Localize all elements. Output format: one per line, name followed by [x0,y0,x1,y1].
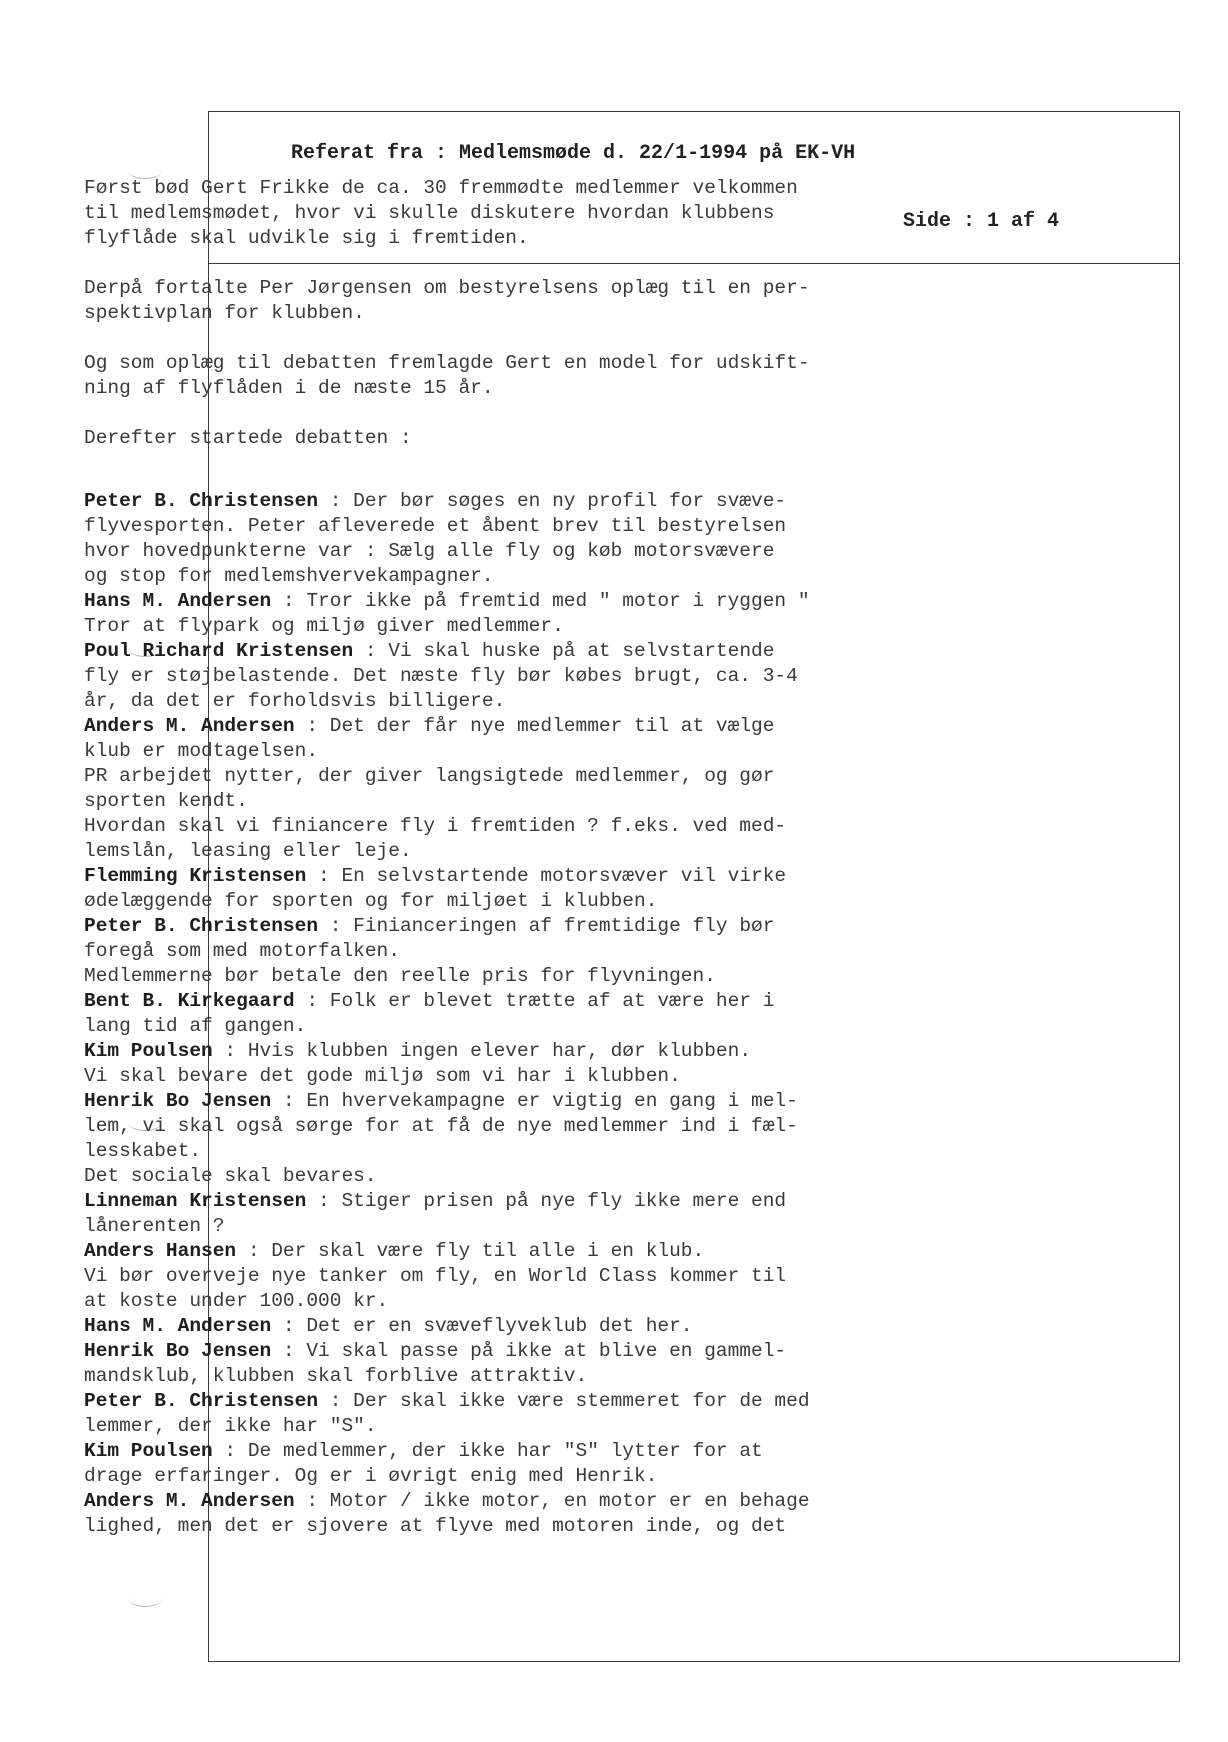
debate-entry [84,864,1004,914]
text-line: spektivplan for klubben. [84,302,365,324]
speaker-name: Kim Poulsen [84,1040,213,1062]
entry-first-line [84,1314,1004,1339]
entry-first-line [84,1489,1004,1514]
debate-entry [84,639,1004,714]
text-line: Derefter startede debatten : [84,427,412,449]
debate-entry [84,1189,1004,1239]
text-line: Vi skal bevare det gode miljø som vi har i klubben. [84,1065,681,1087]
speaker-name: Flemming Kristensen [84,865,307,887]
intro-section [84,176,1004,451]
text-line: hvor hovedpunkterne var : Sælg alle fly og køb motorsvævere [84,540,775,562]
text-line: mandsklub, klubben skal forblive attraktiv. [84,1365,588,1387]
entry-first-line [84,1239,1004,1264]
speaker-name: Bent B. Kirkegaard [84,990,295,1012]
debate-entry [84,1339,1004,1389]
speaker-name: Anders Hansen [84,1240,237,1262]
entry-first-line [84,1189,1004,1214]
entry-first-line [84,589,1004,614]
speaker-name: Henrik Bo Jensen [84,1090,272,1112]
entry-first-line [84,714,1004,739]
debate-entry [84,1039,1004,1089]
intro-paragraph [84,351,1004,401]
intro-paragraph [84,176,1004,251]
text-line: og stop for medlemshvervekampagner. [84,565,494,587]
debate-entry [84,1239,1004,1314]
entry-text: : Der skal være fly til alle i en klub. [236,1240,705,1262]
text-line: flyvesporten. Peter afleverede et åbent brev til bestyrelsen [84,515,787,537]
debate-entry [84,1439,1004,1489]
text-line: klub er modtagelsen. [84,740,319,762]
text-line: lesskabet. [84,1140,202,1162]
text-line: foregå som med motorfalken. [84,940,400,962]
entry-first-line [84,1339,1004,1364]
text-line: flyflåde skal udvikle sig i fremtiden. [84,227,529,249]
text-line: lang tid af gangen. [84,1015,307,1037]
debate-entry [84,589,1004,639]
entry-first-line [84,489,1004,514]
speaker-name: Peter B. Christensen [84,1390,319,1412]
speaker-name: Hans M. Andersen [84,590,272,612]
entry-first-line [84,914,1004,939]
text-line: at koste under 100.000 kr. [84,1290,389,1312]
entry-text: : Hvis klubben ingen elever har, dør klubben. [212,1040,752,1062]
text-line: lemmer, der ikke har "S". [84,1415,377,1437]
entry-first-line [84,1389,1004,1414]
document-title: Referat fra : Medlemsmøde d. 22/1-1994 på EK-VH [291,142,856,165]
speaker-name: Kim Poulsen [84,1440,213,1462]
entry-first-line [84,989,1004,1014]
entry-first-line [84,1089,1004,1114]
text-line: lemslån, leasing eller leje. [84,840,412,862]
text-line: Det sociale skal bevares. [84,1165,377,1187]
speaker-name: Peter B. Christensen [84,490,319,512]
text-line: PR arbejdet nytter, der giver langsigtede medlemmer, og gør [84,765,775,787]
entry-text: : Stiger prisen på nye fly ikke mere end [306,1190,787,1212]
entry-text: : Vi skal passe på ikke at blive en gammel- [271,1340,787,1362]
page-number: Side : 1 af 4 [902,210,1059,233]
text-line: Vi bør overveje nye tanker om fly, en World Class kommer til [84,1265,787,1287]
text-line: Hvordan skal vi finiancere fly i fremtiden ? f.eks. ved med- [84,815,787,837]
punch-hole-mark [128,1590,162,1607]
debate-entry [84,1314,1004,1339]
intro-paragraph [84,426,1004,451]
speaker-name: Poul Richard Kristensen [84,640,354,662]
debate-entry [84,1489,1004,1539]
entry-first-line [84,1039,1004,1064]
entry-first-line [84,1439,1004,1464]
entry-text: : Folk er blevet trætte af at være her i [294,990,775,1012]
text-line: fly er støjbelastende. Det næste fly bør købes brugt, ca. 3-4 [84,665,798,687]
text-line: år, da det er forholdsvis billigere. [84,690,506,712]
speaker-name: Anders M. Andersen [84,715,295,737]
text-line: lånerenten ? [84,1215,225,1237]
speaker-name: Linneman Kristensen [84,1190,307,1212]
speaker-name: Peter B. Christensen [84,915,319,937]
entry-text: : Der bør søges en ny profil for svæve- [318,490,787,512]
entry-text: : Motor / ikke motor, en motor er en behage [294,1490,810,1512]
entry-text: : Tror ikke på fremtid med " motor i ryggen " [271,590,810,612]
text-line: Først bød Gert Frikke de ca. 30 fremmødte medlemmer velkommen [84,177,798,199]
text-line: lighed, men det er sjovere at flyve med motoren inde, og det [84,1515,787,1537]
debate-entry [84,714,1004,864]
debate-entry [84,1089,1004,1189]
text-line: ødelæggende for sporten og for miljøet i klubben. [84,890,658,912]
entry-text: : Der skal ikke være stemmeret for de med [318,1390,810,1412]
entry-text: : En selvstartende motorsvæver vil virke [306,865,787,887]
text-line: ning af flyflåden i de næste 15 år. [84,377,494,399]
speaker-name: Anders M. Andersen [84,1490,295,1512]
entry-text: : Det der får nye medlemmer til at vælge [294,715,775,737]
document-body [84,176,1004,1539]
debate-entry [84,489,1004,589]
text-line: drage erfaringer. Og er i øvrigt enig med Henrik. [84,1465,658,1487]
entry-first-line [84,864,1004,889]
debate-entry [84,989,1004,1039]
entry-text: : En hvervekampagne er vigtig en gang i mel- [271,1090,798,1112]
text-line: Og som oplæg til debatten fremlagde Gert en model for udskift- [84,352,810,374]
text-line: Medlemmerne bør betale den reelle pris for flyvningen. [84,965,716,987]
text-line: til medlemsmødet, hvor vi skulle diskutere hvordan klubbens [84,202,775,224]
speaker-name: Henrik Bo Jensen [84,1340,272,1362]
text-line: lem, vi skal også sørge for at få de nye medlemmer ind i fæl- [84,1115,798,1137]
debate-entries [84,489,1004,1539]
entry-text: : Finianceringen af fremtidige fly bør [318,915,775,937]
entry-text: : Det er en svæveflyveklub det her. [271,1315,693,1337]
intro-paragraph [84,276,1004,326]
entry-text: : De medlemmer, der ikke har "S" lytter for at [212,1440,763,1462]
entry-first-line [84,639,1004,664]
debate-entry [84,1389,1004,1439]
text-line: sporten kendt. [84,790,248,812]
text-line: Tror at flypark og miljø giver medlemmer. [84,615,564,637]
debate-entry [84,914,1004,989]
entry-text: : Vi skal huske på at selvstartende [353,640,775,662]
text-line: Derpå fortalte Per Jørgensen om bestyrelsens oplæg til en per- [84,277,810,299]
speaker-name: Hans M. Andersen [84,1315,272,1337]
